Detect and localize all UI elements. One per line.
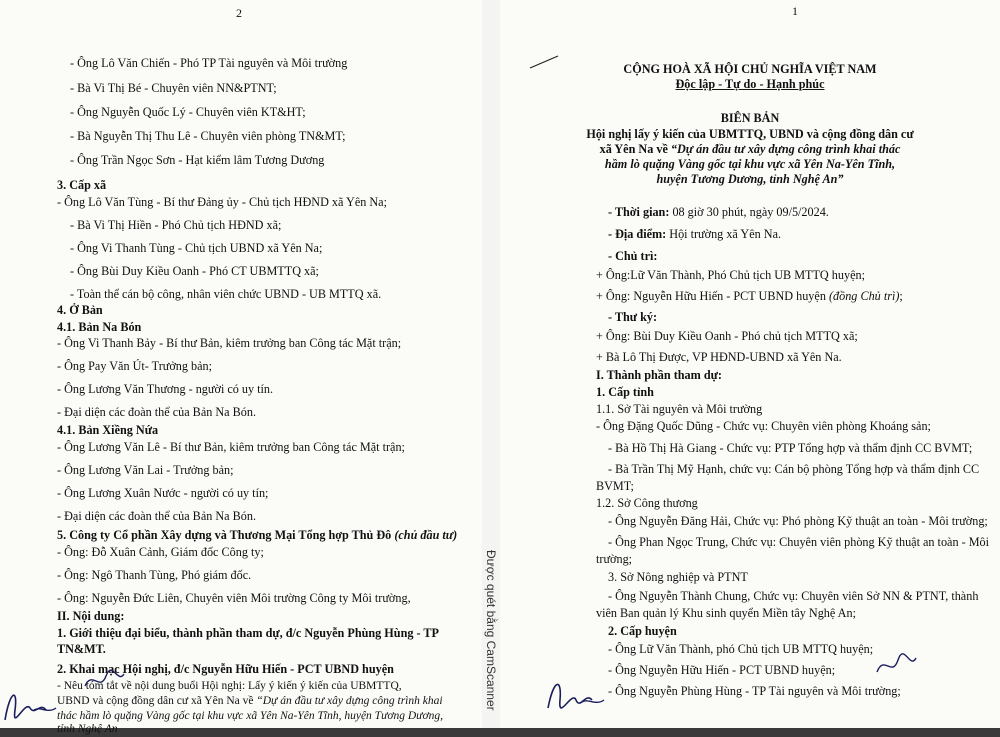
text-line: tỉnh Nghệ An bbox=[57, 723, 118, 735]
text-line: - Ông: Ngô Thanh Tùng, Phó giám đốc. bbox=[57, 568, 252, 582]
text-line: - Ông Vi Thanh Tùng - Chủ tịch UBND xã Yên Na; bbox=[70, 241, 323, 255]
text-line: - Ông Trần Ngọc Sơn - Hạt kiểm lâm Tương Dương bbox=[70, 153, 325, 167]
document-subtitle bbox=[500, 142, 1000, 157]
national-motto: Độc lập - Tự do - Hạnh phúc bbox=[675, 77, 825, 91]
text-line: + Ông:Lữ Văn Thành, Phó Chủ tịch UB MTTQ huyện; bbox=[596, 268, 865, 282]
project-quote: “Dự án đầu tư xây dựng công trình khai bbox=[253, 695, 443, 707]
text-line: - Ông Lương Văn Lai - Trưởng bản; bbox=[57, 463, 234, 477]
field-label: - Địa điểm: bbox=[608, 227, 667, 241]
text-line: - Toàn thể cán bộ công, nhân viên chức UBND - UB MTTQ xã. bbox=[70, 287, 382, 301]
text-line: BVMT; bbox=[596, 479, 634, 493]
section-heading: 3. Cấp xã bbox=[57, 178, 107, 192]
text-line: 1.2. Sở Công thương bbox=[596, 496, 698, 510]
section-heading: 2. Cấp huyện bbox=[608, 624, 677, 638]
text-line: + Bà Lô Thị Được, VP HĐND-UBND xã Yên Na. bbox=[596, 350, 842, 364]
subtitle-fragment: xã Yên Na về bbox=[599, 142, 671, 156]
text-line: - Bà Vi Thị Bé - Chuyên viên NN&PTNT; bbox=[70, 81, 277, 95]
text-line: 1.1. Sở Tài nguyên và Môi trường bbox=[596, 402, 763, 416]
text-fragment: ; bbox=[899, 289, 903, 303]
meeting-time bbox=[608, 205, 829, 220]
national-header: CỘNG HOÀ XÃ HỘI CHỦ NGHĨA VIỆT NAM bbox=[623, 62, 877, 76]
field-value: Hội trường xã Yên Na. bbox=[666, 227, 782, 241]
text-line: thác hầm lò quặng Vàng gốc tại khu vực xã Yên Na-Yên Tĩnh, huyện Tương Dương, bbox=[57, 710, 443, 722]
text-line: - Bà Trần Thị Mỹ Hạnh, chức vụ: Cán bộ phòng Tổng hợp và thẩm định CC bbox=[608, 462, 980, 476]
text-line: - Ông Nguyễn Quốc Lý - Chuyên viên KT&HT; bbox=[70, 105, 306, 119]
text-line: - Bà Hồ Thị Hà Giang - Chức vụ: PTP Tổng hợp và thẩm định CC BVMT; bbox=[608, 441, 973, 455]
section-heading bbox=[57, 528, 457, 543]
text-line: - Bà Nguyễn Thị Thu Lê - Chuyên viên phòng TN&MT; bbox=[70, 129, 346, 143]
text-line: - Ông Lương Văn Lê - Bí thư Bản, kiêm trưởng ban Công tác Mặt trận; bbox=[57, 440, 405, 454]
section-heading: 2. Khai mạc Hội nghị, đ/c Nguyễn Hữu Hiến - PCT UBND huyện bbox=[57, 662, 394, 676]
document-title: BIÊN BẢN bbox=[720, 111, 780, 125]
section-heading: 4. Ở Bản bbox=[57, 303, 103, 317]
subtitle-fragment: “Dự án đầu tư xây dựng công trình khai thác bbox=[670, 142, 901, 156]
text-line: trường; bbox=[596, 552, 633, 566]
scanner-watermark: Được quét bằng CamScanner bbox=[484, 550, 498, 711]
text-line: - Ông Vi Thanh Bảy - Bí thư Bản, kiêm trưởng ban Công tác Mặt trận; bbox=[57, 336, 402, 350]
field-label: - Thư ký: bbox=[608, 310, 658, 324]
text-line: - Ông: Nguyễn Đức Liên, Chuyên viên Môi trường Công ty Môi trường, bbox=[57, 591, 411, 605]
meeting-place bbox=[608, 227, 781, 242]
text-line: - Ông Pay Văn Út- Trưởng bản; bbox=[57, 359, 213, 373]
text-line: - Ông Nguyễn Thành Chung, Chức vụ: Chuyên viên Sở NN & PTNT, thành bbox=[608, 589, 979, 603]
text-line: - Ông Lương Văn Thương - người có uy tín. bbox=[57, 382, 274, 396]
field-label: - Thời gian: bbox=[608, 205, 670, 219]
text-line: - Ông Lô Văn Tùng - Bí thư Đảng ủy - Chủ tịch HĐND xã Yên Na; bbox=[57, 195, 387, 209]
text-line: 1. Giới thiệu đại biểu, thành phần tham dự, đ/c Nguyễn Phùng Hùng - TP bbox=[57, 626, 439, 640]
text-line: - Ông Đặng Quốc Dũng - Chức vụ: Chuyên viên phòng Khoáng sản; bbox=[596, 419, 931, 433]
text-fragment: (đồng Chủ trì) bbox=[828, 289, 900, 303]
text-line: - Ông Nguyễn Hữu Hiến - PCT UBND huyện; bbox=[608, 663, 836, 677]
text-fragment: UBND và cộng đồng dân cư xã Yên Na về bbox=[57, 695, 254, 707]
text-line: - Đại diện các đoàn thể của Bản Na Bón. bbox=[57, 509, 256, 523]
document-subtitle: Hội nghị lấy ý kiến của UBMTTQ, UBND và cộng đồng dân cư bbox=[586, 127, 914, 141]
section-heading: 1. Cấp tỉnh bbox=[596, 385, 654, 399]
page-number: 1 bbox=[792, 4, 798, 18]
company-heading: 5. Công ty Cổ phần Xây dựng và Thương Mại Tổng hợp Thủ Đô bbox=[57, 528, 392, 542]
page-number: 2 bbox=[236, 6, 242, 20]
text-line: - Nêu tóm tắt về nội dung buổi Hội nghị: Lấy ý kiến ý kiến của UBMTTQ, bbox=[57, 680, 402, 692]
text-line: viên Ban quản lý Khu sinh quyển Miền tây Nghệ An; bbox=[596, 606, 856, 620]
text-line: - Bà Vi Thị Hiền - Phó Chủ tịch HĐND xã; bbox=[70, 218, 282, 232]
left-page bbox=[0, 0, 482, 735]
section-heading: I. Thành phần tham dự: bbox=[596, 368, 722, 382]
scanner-gutter bbox=[482, 0, 500, 728]
section-heading: 4.1. Bản Xiềng Nứa bbox=[57, 423, 159, 437]
text-line: - Ông Lữ Văn Thành, phó Chủ tịch UB MTTQ huyện; bbox=[608, 642, 874, 656]
company-role: (chủ đầu tư) bbox=[391, 528, 458, 542]
text-line bbox=[596, 289, 903, 304]
text-line: - Đại diện các đoàn thể của Bản Na Bón. bbox=[57, 405, 256, 419]
signature-mark bbox=[80, 666, 130, 696]
text-line: - Ông Nguyễn Phùng Hùng - TP Tài nguyên và Môi trường; bbox=[608, 684, 901, 698]
field-value: 08 giờ 30 phút, ngày 09/5/2024. bbox=[669, 205, 829, 219]
text-line: TN&MT. bbox=[57, 642, 106, 656]
signature-mark bbox=[872, 650, 922, 682]
text-line: + Ông: Bùi Duy Kiều Oanh - Phó chủ tịch MTTQ xã; bbox=[596, 329, 858, 343]
document-subtitle: hầm lò quặng Vàng gốc tại khu vực xã Yên Na-Yên Tĩnh, bbox=[604, 157, 896, 171]
signature-mark bbox=[542, 672, 642, 722]
text-line: - Ông Phan Ngọc Trung, Chức vụ: Chuyên viên phòng Kỹ thuật an toàn - Môi bbox=[608, 535, 990, 549]
text-line: - Ông Lô Văn Chiến - Phó TP Tài nguyên và Môi trường bbox=[70, 56, 348, 70]
text-line: - Ông Nguyễn Đăng Hải, Chức vụ: Phó phòng Kỹ thuật an toàn - Môi trường; bbox=[608, 514, 988, 528]
section-heading: II. Nội dung: bbox=[57, 609, 125, 623]
text-line: 3. Sở Nông nghiệp và PTNT bbox=[608, 570, 748, 584]
text-line: - Ông Lương Xuân Nước - người có uy tín; bbox=[57, 486, 269, 500]
document-subtitle: huyện Tương Dương, tỉnh Nghệ An” bbox=[656, 172, 844, 186]
section-heading: 4.1. Bản Na Bón bbox=[57, 320, 142, 334]
text-line: - Ông Bùi Duy Kiều Oanh - Phó CT UBMTTQ xã; bbox=[70, 264, 319, 278]
text-fragment: + Ông: Nguyễn Hữu Hiến - PCT UBND huyện bbox=[596, 289, 829, 303]
text-line: - Ông: Đỗ Xuân Cảnh, Giám đốc Công ty; bbox=[57, 545, 264, 559]
field-label: - Chủ trì: bbox=[608, 249, 658, 263]
right-page bbox=[500, 0, 1000, 728]
